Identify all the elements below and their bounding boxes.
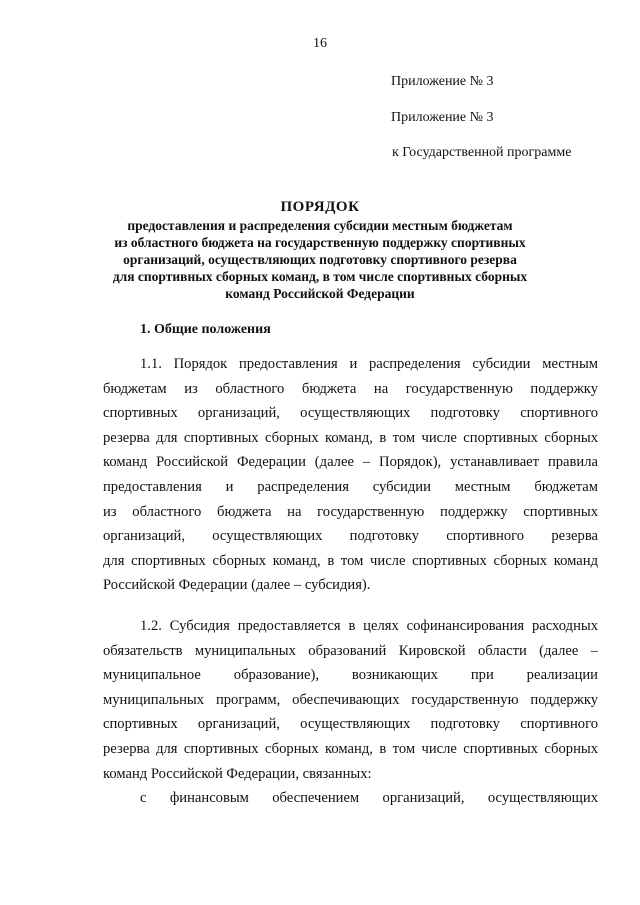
page-number: 16 — [313, 36, 327, 51]
paragraph-line: Российской Федерации (далее – субсидия). — [103, 577, 371, 594]
paragraph-line: обязательств муниципальных образований Кировской области (далее – — [103, 642, 598, 659]
paragraph-line: команд Российской Федерации (далее – Порядок), устанавливает правила — [103, 454, 598, 471]
appendix-label-repeat: Приложение № 3 — [391, 110, 494, 125]
paragraph-line: муниципальных программ, обеспечивающих государственную поддержку — [103, 691, 598, 708]
paragraph-line: спортивных организаций, осуществляющих подготовку спортивного — [103, 716, 598, 733]
paragraph-1-2 — [103, 614, 598, 811]
paragraph-line: резерва для спортивных сборных команд, в том числе спортивных сборных — [103, 429, 598, 446]
paragraph-line: предоставления и распределения субсидии местным бюджетам — [103, 478, 598, 495]
paragraph-line: бюджетам из областного бюджета на государственную поддержку — [103, 380, 598, 397]
paragraph-line: для спортивных сборных команд, в том числе спортивных сборных команд — [103, 552, 598, 569]
paragraph-line: 1.2. Субсидия предоставляется в целях софинансирования расходных — [140, 618, 598, 634]
paragraph-line: муниципальное образование), возникающих при реализации — [103, 667, 598, 684]
paragraph-line: с финансовым обеспечением организаций, осуществляющих — [140, 790, 598, 807]
section-heading: 1. Общие положения — [140, 322, 271, 337]
paragraph-line: команд Российской Федерации, связанных: — [103, 765, 372, 782]
paragraph-line: резерва для спортивных сборных команд, в том числе спортивных сборных — [103, 740, 598, 757]
paragraph-1-1 — [103, 352, 598, 598]
paragraph-line: из областного бюджета на государственную поддержку спортивных — [103, 503, 598, 520]
appendix-label: Приложение № 3 — [391, 74, 494, 89]
title-line: команд Российской Федерации — [225, 286, 415, 301]
title-line: из областного бюджета на государственную поддержку спортивных — [114, 235, 526, 250]
document-title — [90, 198, 550, 302]
title-main: ПОРЯДОК — [280, 199, 360, 215]
paragraph-line: организаций, осуществляющих подготовку спортивного резерва — [103, 528, 598, 545]
title-line: организаций, осуществляющих подготовку спортивного резерва — [123, 252, 517, 267]
paragraph-line: 1.1. Порядок предоставления и распределения субсидии местным — [140, 356, 598, 372]
title-line: предоставления и распределения субсидии местным бюджетам — [127, 218, 513, 233]
title-line: для спортивных сборных команд, в том числе спортивных сборных — [112, 269, 528, 284]
appendix-program-reference: к Государственной программе — [392, 145, 572, 160]
paragraph-line: спортивных организаций, осуществляющих подготовку спортивного — [103, 405, 598, 422]
